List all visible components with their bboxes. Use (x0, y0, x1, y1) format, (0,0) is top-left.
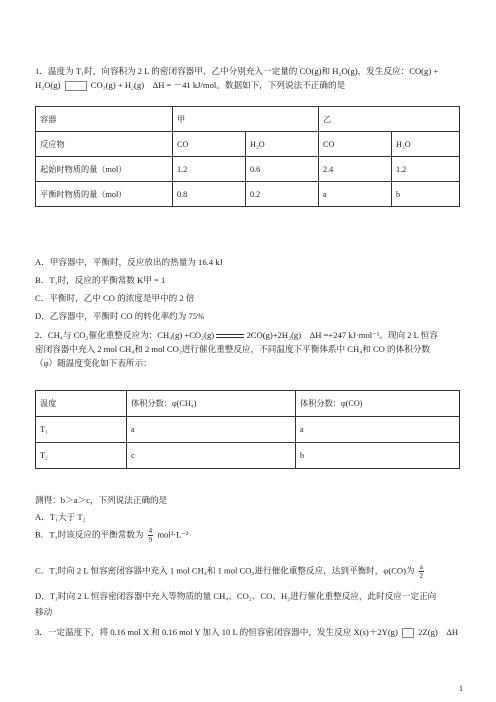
table-cell: T₁ (36, 417, 127, 443)
q2-option-c (35, 563, 426, 580)
table-row (36, 417, 460, 443)
table-cell: 反应物 (36, 132, 173, 157)
table-row (36, 157, 460, 182)
table-cell: 0.8 (173, 182, 246, 207)
table-cell: CO (319, 132, 392, 157)
q1-stem (35, 64, 460, 92)
q2-line1a: 2．CH₄与 CO₂催化重整反应为：CH₄(g) +CO₂(g) (35, 330, 215, 340)
q2-option-a: A．T₁大于 T₂ (35, 512, 86, 522)
table-cell: a (319, 182, 392, 207)
equilibrium-arrow-icon (402, 628, 414, 638)
q2-option-b (35, 527, 189, 544)
q2-option-d-line1: D．T₁时向 2 L 恒容密闭容器中充入等物质的量 CH₄、CO₂、CO、H₂进行催化重整反应，此时反应一定正向 (35, 591, 437, 601)
q3-line1: 3．一定温度下，将 0.16 mol X 和 0.16 mol Y 加入 10 L 的恒容密闭容器中，发生反应 X(s)＋2Y(g) (35, 627, 398, 637)
q3-line1b: 2Z(g) ΔH (418, 627, 459, 637)
q1-line2b: CO₂(g) + H₂(g) ΔH = －41 kJ/mol。数据如下，下列说法不正确的是 (90, 80, 346, 90)
table-cell: 1.2 (392, 157, 460, 182)
fraction (148, 527, 154, 544)
q2-question: 测得：b＞a＞c，下列说法正确的是 (35, 495, 168, 505)
fraction (419, 563, 424, 580)
q1-table (35, 106, 460, 207)
reversible-arrow-icon (216, 332, 244, 340)
table-row (36, 443, 460, 469)
table-cell: a (127, 417, 296, 443)
table-cell: 2.4 (319, 157, 392, 182)
q1-line1: 1．温度为 T₁时，向容积为 2 L 的密闭容器甲、乙中分别充入一定量的 CO(g)和 H₂O(g)，发生反应：CO(g) + (35, 66, 439, 76)
q2-line2: 密闭容器中充入 2 mol CH₄和 2 mol CO₂进行催化重整反应，不同温度下平衡体系中 CH₄和 CO 的体积分数 (35, 344, 431, 354)
page-number: 1 (459, 684, 463, 693)
q2-option-b-unit: mol²·L⁻² (157, 529, 189, 540)
table-cell: 0.6 (246, 157, 319, 182)
table-header-cell: 温度 (36, 391, 127, 417)
q1-option-d: D．乙容器中，平衡时 CO 的转化率约为 75% (35, 311, 205, 321)
table-header-cell: 体积分数：φ(CH₄) (127, 391, 296, 417)
q2-option-c-text: C．T₁时向 2 L 恒容密闭容器中充入 1 mol CH₄和 1 mol CO₂进行催化重整反应，达到平衡时，φ(CO)为 (35, 565, 415, 576)
q2-option-b-text: B．T₁时该反应的平衡常数为 (35, 529, 144, 540)
q2-line3: （φ）随温度变化如下表所示： (35, 358, 152, 368)
q1-option-a: A．甲容器中，平衡时，反应放出的热量为 16.4 kJ (35, 257, 223, 267)
table-cell: 平衡时物质的量（mol） (36, 182, 173, 207)
table-cell: c (127, 443, 296, 469)
table-header-cell: 体积分数：φ(CO) (296, 391, 460, 417)
q2-option-d-line2: 移动 (35, 607, 53, 617)
q1-line2a: H₂O(g) (35, 80, 61, 90)
table-cell: a (296, 417, 460, 443)
q1-option-b: B．T₁时，反应的平衡常数 K甲 = 1 (35, 275, 166, 285)
q2-stem (35, 328, 460, 370)
table-cell: 1.2 (173, 157, 246, 182)
table-cell: T₂ (36, 443, 127, 469)
table-cell: 0.2 (246, 182, 319, 207)
table-cell: H₂O (392, 132, 460, 157)
table-header-cell: 乙 (319, 107, 460, 132)
equilibrium-arrow-icon (65, 81, 87, 91)
q3-stem (35, 626, 458, 638)
table-row (36, 132, 460, 157)
table-row (36, 182, 460, 207)
table-cell: b (392, 182, 460, 207)
table-cell: CO (173, 132, 246, 157)
fraction-denominator: 2 (419, 572, 424, 580)
fraction-denominator: 9 (148, 536, 153, 544)
fraction-numerator: 4 (148, 527, 153, 535)
q2-table (35, 390, 460, 469)
table-cell: 起始时物质的量（mol） (36, 157, 173, 182)
table-cell: b (296, 443, 460, 469)
q1-option-c: C．平衡时，乙中 CO 的浓度是甲中的 2 倍 (35, 293, 195, 303)
table-cell: H₂O (246, 132, 319, 157)
table-header-cell: 容器 (36, 107, 173, 132)
fraction-numerator: a (419, 563, 423, 571)
q2-line1b: 2CO(g)+2H₂(g) ΔH =+247 kJ·mol⁻¹。现向 2 L 恒容 (246, 330, 438, 340)
table-header-cell: 甲 (173, 107, 319, 132)
